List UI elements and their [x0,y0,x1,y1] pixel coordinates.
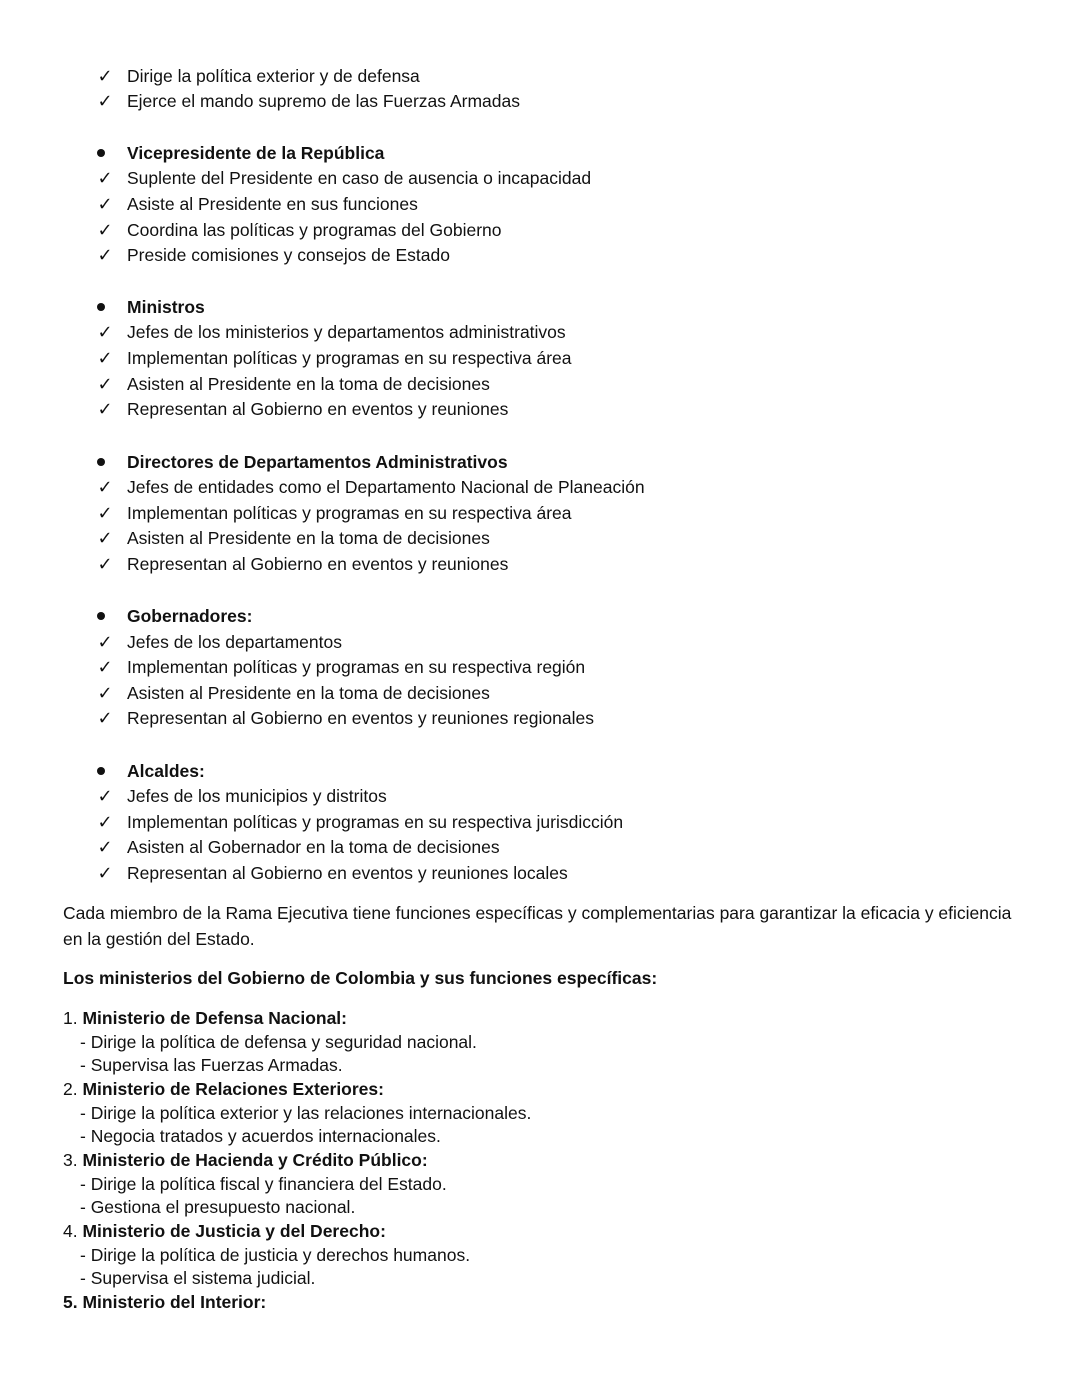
checkmark-icon: ✓ [97,399,113,419]
checkmark-icon: ✓ [97,91,113,111]
checkmark-icon: ✓ [97,812,113,832]
ministry-title: 3. Ministerio de Hacienda y Crédito Público: [63,1150,428,1170]
bullet-icon [97,149,105,157]
checkmark-icon: ✓ [97,477,113,497]
checkmark-icon: ✓ [97,245,113,265]
checkmark-icon: ✓ [97,632,113,652]
checkmark-icon: ✓ [97,322,113,342]
checkmark-icon: ✓ [97,528,113,548]
bullet-icon [97,767,105,775]
checkmark-icon: ✓ [97,786,113,806]
checkmark-icon: ✓ [97,168,113,188]
checkmark-icon: ✓ [97,194,113,214]
bullet-icon [97,303,105,311]
document-page: ✓ Dirige la política exterior y de defensa ✓ Ejerce el mando supremo de las Fuerzas Armadas Vicepresidente de la República ✓ Suplente del Presidente en caso de ausencia o incapacidad ✓ Asiste al Presidente en sus funciones ✓ Coordina las políticas y programas del Gobierno ✓ Preside comisiones y consejos de Estado Ministros ✓ Jefes de los ministerios y departamentos administrativos ✓ Implementan políticas y programas en su respectiva área ✓ Asisten al Presidente en la toma de decisiones ✓ Representan al Gobierno en eventos y reuniones Directores de Departamentos Administrativos ✓ Jefes de entidades como el Departamento Nacional de Planeación ✓ Implementan políticas y programas en su respectiva área ✓ Asisten al Presidente en la toma de decisiones ✓ Representan al Gobierno en eventos y reuniones Gobernadores: ✓ Jefes de los departamentos ✓ Implementan políticas y programas en su respectiva región ✓ Asisten al Presidente en la toma de decisiones ✓ Representan al Gobierno en eventos y reuniones regionales Alcaldes: ✓ Jefes de los municipios y distritos ✓ Implementan políticas y programas en su respectiva jurisdicción ✓ Asisten al Gobernador en la toma de decisiones ✓ Representan al Gobierno en eventos y reuniones locales Cada miembro de la Rama Ejecutiva tiene funciones específicas y complementarias para garantizar la eficacia y eficiencia en la gestión del Estado. Los ministerios del Gobierno de Colombia y sus funciones específicas: 1. Ministerio de Defensa Nacional: - Dirige la política de defensa y seguridad nacional. - Supervisa las Fuerzas Armadas. 2. Ministerio de Relaciones Exteriores: - Dirige la política exterior y las relaciones internacionales. - Negocia tratados y acuerdos internacionales. 3. Ministerio de Hacienda y Crédito Público: - Dirige la política fiscal y financiera del Estado. - Gestiona el presupuesto nacional. 4. Ministerio de Justicia y del Derecho: - Dirige la política de justicia y derechos humanos. - Supervisa el sistema judicial. 5. Ministerio del Interior: [0,0,1080,1397]
checkmark-icon: ✓ [97,374,113,394]
ministry-title: 5. Ministerio del Interior: [63,1292,267,1312]
ministry-function: - Dirige la política fiscal y financiera del Estado. [80,1174,447,1194]
ministry-function: - Supervisa las Fuerzas Armadas. [80,1055,343,1075]
ministry-function: - Negocia tratados y acuerdos internacionales. [80,1126,441,1146]
checkmark-icon: ✓ [97,863,113,883]
ministry-title: 2. Ministerio de Relaciones Exteriores: [63,1079,384,1099]
ministry-function: - Gestiona el presupuesto nacional. [80,1197,356,1217]
checkmark-icon: ✓ [97,66,113,86]
checkmark-icon: ✓ [97,348,113,368]
bullet-icon [97,458,105,466]
ministry-title: 1. Ministerio de Defensa Nacional: [63,1008,347,1028]
ministry-title: 4. Ministerio de Justicia y del Derecho: [63,1221,386,1241]
ministry-function: - Dirige la política de justicia y derechos humanos. [80,1245,471,1265]
ministries-heading: Los ministerios del Gobierno de Colombia y sus funciones específicas: [63,968,658,988]
bullet-icon [97,612,105,620]
checkmark-icon: ✓ [97,837,113,857]
checkmark-icon: ✓ [97,554,113,574]
ministry-function: - Dirige la política exterior y las relaciones internacionales. [80,1103,532,1123]
checkmark-icon: ✓ [97,657,113,677]
ministry-function: - Dirige la política de defensa y seguridad nacional. [80,1032,477,1052]
summary-paragraph: Cada miembro de la Rama Ejecutiva tiene funciones específicas y complementarias para garantizar la eficacia y eficiencia en la gestión del Estado. [63,903,1012,949]
checkmark-icon: ✓ [97,683,113,703]
checkmark-icon: ✓ [97,708,113,728]
checkmark-icon: ✓ [97,220,113,240]
checkmark-icon: ✓ [97,503,113,523]
ministry-function: - Supervisa el sistema judicial. [80,1268,316,1288]
